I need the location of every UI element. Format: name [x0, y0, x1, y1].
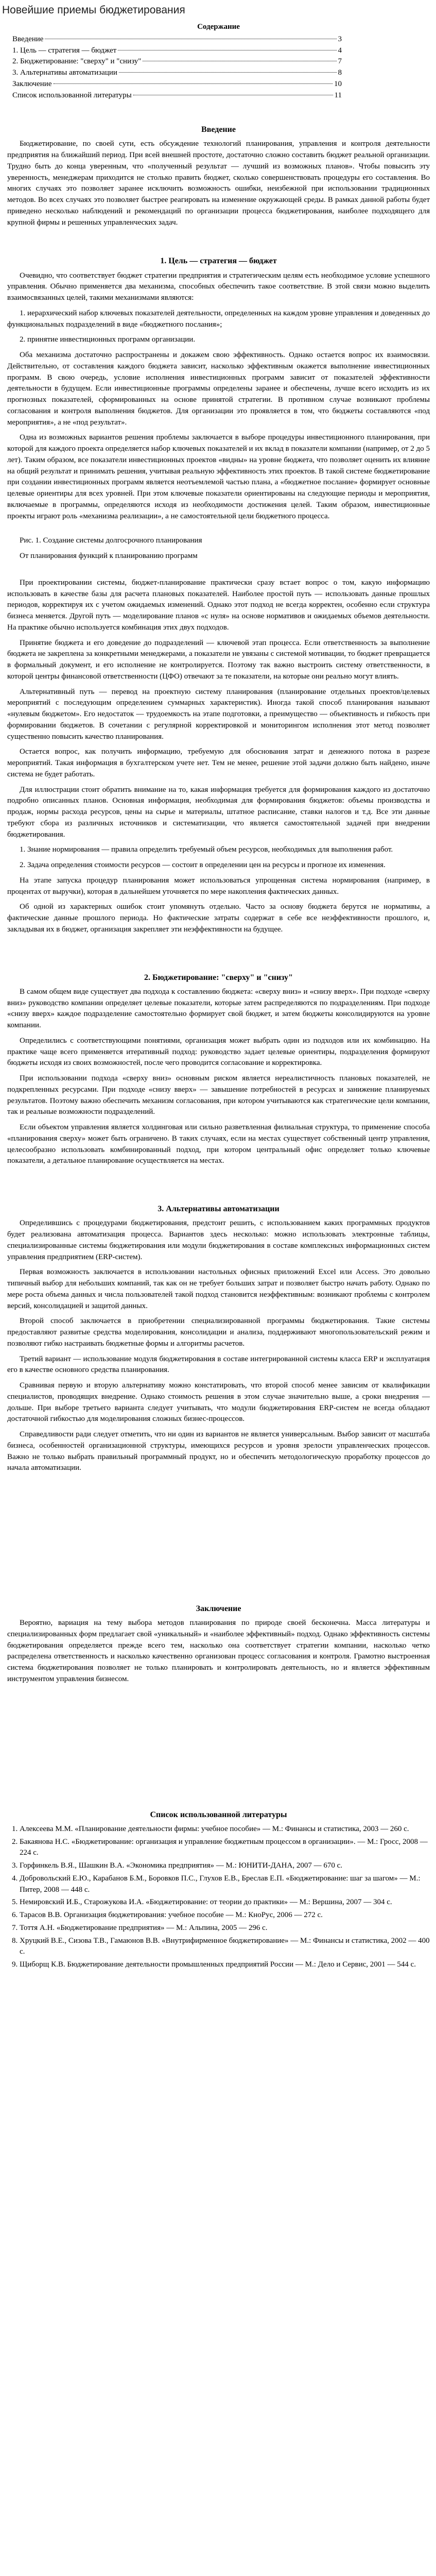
bibliography-item: 2. Бакаянова Н.С. «Бюджетирование: организация и управление бюджетным процессом в организации». — М.: Гросс, 2008 — 224 с.: [20, 1837, 430, 1859]
toc-item-label[interactable]: 1. Цель — стратегия — бюджет: [12, 46, 117, 55]
toc-item-page: 3: [338, 35, 342, 43]
bibliography-item: 7. Тоття А.Н. «Бюджетирование предприятия» — М.: Альпина, 2005 — 296 с.: [20, 1923, 430, 1934]
toc-item-page: 4: [338, 46, 342, 55]
toc-item[interactable]: [12, 67, 342, 79]
paragraph: Остается вопрос, как получить информацию, требуемую для обоснования затрат и денежного потока в разрезе мероприятий. Такая информация в бухгалтерском учете нет. Тем не менее, решение этой задачи должно быть найдено, иначе система не будет работать.: [7, 748, 430, 778]
paragraph: 1. Знание нормирования — правила определить требуемый объем ресурсов, необходимых для выполнения работ.: [20, 845, 393, 854]
paragraph: 2. принятие инвестиционных программ организации.: [20, 335, 196, 344]
toc-leader: [54, 83, 333, 84]
paragraph: Определившись с процедурами бюджетирования, предстоит решить, с использованием каких программных продуктов будет реализована автоматизация процесса. Вариантов здесь несколько: можно использовать электронные таблицы, специализированные системы бюджетирования или модули бюджетирования в составе комплексных информационных систем управления предприятием (ERP-систем).: [7, 1219, 430, 1261]
bibliography-item: 8. Хруцкий В.Е., Сизова Т.В., Гамаюнов В.В. «Внутрифирменное бюджетирование» — М.: Финансы и статистика, 2002 — 400 с.: [20, 1936, 430, 1958]
toc-heading: Содержание: [197, 23, 240, 31]
toc-item-page: 11: [334, 91, 342, 99]
bibliography-item: 3. Горфинкель В.Я., Шашкин В.А. «Экономика предприятия» — М.: ЮНИТИ-ДАНА, 2007 — 670 с.: [20, 1860, 430, 1872]
paragraph: При проектировании системы, бюджет-планирование практически сразу встает вопрос о том, какую информацию использовать в качестве базы для расчета плановых показателей. Наиболее простой путь — использовать данные прошлых периодов, корректируя их с учетом ожидаемых изменений. Однако этот подход не всегда корректен, особенно если структура бизнеса меняется. Другой путь — моделирование планов «с нуля» на основе нормативов и ожидаемых объемов деятельности. На практике обычно используется комбинация этих двух подходов.: [7, 578, 430, 632]
section-heading-conclusion: Заключение: [196, 1604, 241, 1613]
bibliography-item: 1. Алексеева М.М. «Планирование деятельности фирмы: учебное пособие» — М.: Финансы и статистика, 2003 — 260 с.: [20, 1824, 430, 1835]
figure-subcaption: От планирования функций к планированию программ: [20, 552, 198, 561]
paragraph: 2. Задача определения стоимости ресурсов — состоит в определении цен на ресурсы и прогнозе их изменения.: [20, 861, 386, 870]
paragraph: Справедливости ради следует отметить, что ни один из вариантов не является универсальным. Выбор зависит от масштаба бизнеса, особенностей организационной структуры, имеющихся ресурсов и уровня зрелости управленческих процессов. Важно не только выбрать правильный программный продукт, но и обеспечить методологическую проработку процессов до начала автоматизации.: [7, 1430, 430, 1472]
toc-item[interactable]: [12, 45, 342, 57]
toc-item-label[interactable]: Список использованной литературы: [12, 91, 132, 99]
document-body: [0, 22, 436, 1971]
figure-caption: Рис. 1. Создание системы долгосрочного планирования: [20, 536, 202, 545]
page-title: Новейшие приемы бюджетирования: [2, 4, 185, 16]
paragraph: Очевидно, что соответствует бюджет стратегии предприятия и стратегическим целям есть необходимое условие успешного управления. Обычно применяется два механизма, способных обеспечить такое соответствие. В этой связи можно выделить взаимосвязанных целей, такими механизмами являются:: [7, 271, 430, 302]
paragraph: На этапе запуска процедур планирования может использоваться упрощенная система нормирования (например, в процентах от выручки), которая в дальнейшем уточняется по мере накопления фактических данных.: [7, 876, 430, 896]
toc-item[interactable]: [12, 79, 342, 90]
paragraph: В самом общем виде существует два подхода к составлению бюджета: «сверху вниз» и «снизу вверх». При подходе «сверху вниз» руководство компании определяет целевые показатели, которые затем распределяются по подразделениям. При подходе «снизу вверх» каждое подразделение самостоятельно формирует свой бюджет, и затем бюджеты консолидируются на уровне компании.: [7, 987, 430, 1030]
toc-leader: [119, 72, 337, 73]
paragraph: Вероятно, вариация на тему выбора методов планирования по природе своей бесконечна. Масса литературы и специализированных форм предлагает свой «уникальный» и «наиболее эффективный» подход. Однако эффективность системы бюджетирования определяется прежде всего тем, насколько она соответствует стратегии компании, насколько четко распределена ответственность и насколько качественно организован процесс согласования и контроля. Грамотно выстроенная система бюджетирования позволяет не только планировать и контролировать деятельность, но и является эффективным инструментом управления бизнесом.: [7, 1619, 430, 1683]
bibliography-item: 4. Добровольский Е.Ю., Карабанов Б.М., Боровков П.С., Глухов Е.В., Бреслав Е.П. «Бюджетирование: шаг за шагом» — М.: Питер, 2008 — 448 с.: [20, 1873, 430, 1896]
paragraph: Первая возможность заключается в использовании настольных офисных приложений Excel или Access. Это довольно типичный выбор для небольших компаний, так как он не требует больших затрат и позволяет быстро начать работу. Однако по мере роста объема данных и числа пользователей такой подход становится неэффективным: возникают проблемы с контролем версий, консолидацией и защитой данных.: [7, 1268, 430, 1310]
bibliography-item: 5. Немировский И.Б., Старожукова И.А. «Бюджетирование: от теории до практики» — М.: Вершина, 2007 — 304 с.: [20, 1897, 430, 1908]
bibliography-item: 9. Щиборщ К.В. Бюджетирование деятельности промышленных предприятий России — М.: Дело и Сервис, 2001 — 544 с.: [20, 1959, 430, 1971]
paragraph: Для иллюстрации стоит обратить внимание на то, какая информация требуется для формирования каждого из достаточно подробно описанных планов. Основная информация, необходимая для формирования бюджетов: объемы производства и продаж, нормы расхода ресурсов, цены на сырье и материалы, штатное расписание, ставки налогов и т.д. Все эти данные требуют сбора из различных источников и систематизации, что является самостоятельной задачей при внедрении бюджетирования.: [7, 785, 430, 839]
section-heading-2: 2. Бюджетирование: "сверху" и "снизу": [144, 973, 293, 982]
bibliography-item: 6. Тарасов В.В. Организация бюджетирования: учебное пособие — М.: КноРус, 2006 — 272 с.: [20, 1910, 430, 1921]
paragraph: При использовании подхода «сверху вниз» основным риском является нереалистичность плановых показателей, не подкрепленных ресурсами. При подходе «снизу вверх» — завышение потребностей в ресурсах и занижение планируемых результатов. Поэтому важно обеспечить механизм согласования, при котором учитываются как стратегические цели компании, так и реальные возможности подразделений.: [7, 1074, 430, 1116]
paragraph: Об одной из характерных ошибок стоит упомянуть отдельно. Часто за основу бюджета берутся не нормативы, а фактические данные прошлого периода. Но фактические затраты содержат в себе все неэффективности прошлого, и, закладывая их в бюджет, организация закрепляет эти неэффективности на будущее.: [7, 903, 430, 934]
toc-item-page: 7: [338, 57, 342, 66]
toc-item-label[interactable]: 2. Бюджетирование: "сверху" и "снизу": [12, 57, 142, 66]
section-heading-1: 1. Цель — стратегия — бюджет: [160, 257, 277, 266]
paragraph: 1. иерархический набор ключевых показателей деятельности, определенных на каждом уровне управления и доведенных до функциональных подразделений в виде «бюджетного послания»;: [7, 309, 430, 329]
paragraph: Альтернативный путь — перевод на проектную систему планирования (планирование отдельных проектов/целевых мероприятий с последующим определением суммарных характеристик). Иногда такой способ планирования называют «нулевым бюджетом». Его недостаток — трудоемкость на этапе подготовки, а преимущество — объективность и гибкость при формировании бюджетов. В сочетании с регулярной корректировкой и мониторингом исполнения этот метод позволяет существенно повысить качество планирования.: [7, 687, 430, 741]
paragraph: Если объектом управления является холдинговая или сильно разветвленная филиальная структура, то применение способа «планирования сверху» может быть ограничено. В таких случаях, если на местах существует собственный центр управления, целесообразно использовать комбинированный подход, при котором центральный офис определяет только ключевые показатели, а детальное планирование осуществляется на местах.: [7, 1123, 430, 1165]
toc-item-label[interactable]: Заключение: [12, 79, 52, 88]
section-heading-3: 3. Альтернативы автоматизации: [158, 1205, 280, 1214]
paragraph: Бюджетирование, по своей сути, есть обсуждение технологий планирования, управления и контроля деятельности предприятия на ближайший период. При всей внешней простоте, достаточно сложно составить бюджет реальной организации. Трудно быть до конца уверенным, что «полученный результат — лучший из возможных планов». Чтобы повысить эту уверенность, менеджерам приходится не столько править бюджет, сколько совершенствовать процедуры его составления. Во многих случаях это позволяет заранее исключить возможность ошибки, неизбежной при использовании традиционных методов. Во всех случаях это позволяет быстрее реагировать на изменение окружающей среды. В рамках данной работы будет приведено несколько наблюдений и рекомендаций по организации процесса бюджетирования, наиболее подходящего для крупной фирмы и решенных управленческих задач.: [7, 140, 430, 227]
toc-item-page: 10: [334, 79, 342, 88]
table-of-contents: [7, 22, 430, 101]
toc-item[interactable]: [12, 56, 342, 67]
paragraph: Второй способ заключается в приобретении специализированной программы бюджетирования. Такие системы предоставляют развитые средства моделирования, консолидации и анализа, поддерживают многопользовательский режим и позволяют гибко настраивать бюджетные формы и алгоритмы расчетов.: [7, 1317, 430, 1348]
paragraph: Одна из возможных вариантов решения проблемы заключается в выборе процедуры инвестиционного планирования, при которой для каждого проекта определяется набор ключевых показателей и их вклад в показатели компании (например, от 2 до 5 лет). Таким образом, все показатели инвестиционных проектов «видны» на уровне бюджета, что позволяет оценить их влияние на общий результат и принимать решения, учитывая реальную эффективность этих проектов. В такой системе бюджетирование при создании инвестиционных программ является неотъемлемой частью плана, а «бюджетное послание» формирует основные целевые ориентиры для всех уровней. При этом ключевые показатели ориентированы на следующие периоды и мероприятия, включаемые в программы, определяются исходя из необходимости достижения целей. Таким образом, инвестиционные проекты играют роль «механизма реализации», а не самостоятельной цели бюджетного процесса.: [7, 433, 430, 520]
section-heading-bibliography: Список использованной литературы: [150, 1810, 287, 1819]
toc-item[interactable]: [12, 90, 342, 101]
paragraph: Третий вариант — использование модуля бюджетирования в составе интегрированной системы класса ERP и эксплуатация его в качестве основного средства планирования.: [7, 1354, 430, 1375]
toc-item[interactable]: [12, 34, 342, 45]
toc-item-page: 8: [338, 69, 342, 77]
paragraph: Сравнивая первую и вторую альтернативу можно констатировать, что второй способ менее зависим от квалификации специалистов, проводящих внедрение. Однако стоимость решения в этом случае значительно выше, а сроки внедрения — дольше. При выборе третьего варианта следует учитывать, что модули бюджетирования ERP-систем не всегда обладают достаточной гибкостью для моделирования сложных бизнес-процессов.: [7, 1381, 430, 1423]
paragraph: Определились с соответствующими понятиями, организация может выбрать один из подходов или их комбинацию. На практике чаще всего применяется итеративный подход: руководство задает целевые ориентиры, подразделения формируют бюджеты исходя из своих возможностей, после чего проводится согласование и корректировка.: [7, 1036, 430, 1067]
toc-item-label[interactable]: 3. Альтернативы автоматизации: [12, 69, 117, 77]
figure-caption-block: [7, 535, 430, 562]
section-heading-intro: Введение: [201, 125, 236, 134]
bibliography-list: [7, 1824, 430, 1971]
paragraph: Принятие бюджета и его доведение до подразделений — ключевой этап процесса. Если ответственность за выполнение бюджета не закреплена за конкретными менеджерами, а показатели не увязаны с системой мотивации, то бюджет превращается в формальный документ, и его исполнение не контролируется. Поэтому так важно выстроить систему ответственности, в которой центры финансовой ответственности (ЦФО) отвечают за те показатели, на которые они реально могут влиять.: [7, 638, 430, 681]
paragraph: Оба механизма достаточно распространены и докажем свою эффективность. Однако остается вопрос их взаимосвязи. Действительно, от составления каждого бюджета зависит, насколько эффективным окажется выполнение инвестиционных программ. В свою очередь, условие исполнения инвестиционных программ зависит от показателей эффективности деятельности в будущем. Если инвестиционные программы определены заранее и обеспечены, лучше всего исходить из их прогнозных показателей, сформированных на основе принятой стратегии. В противном случае возникают проблемы согласования и контроля выполнения бюджетов. Для организации это проявляется в том, что бюджеты составляются «под мероприятия», а не «под результат».: [7, 351, 430, 427]
toc-item-label[interactable]: Введение: [12, 35, 44, 43]
